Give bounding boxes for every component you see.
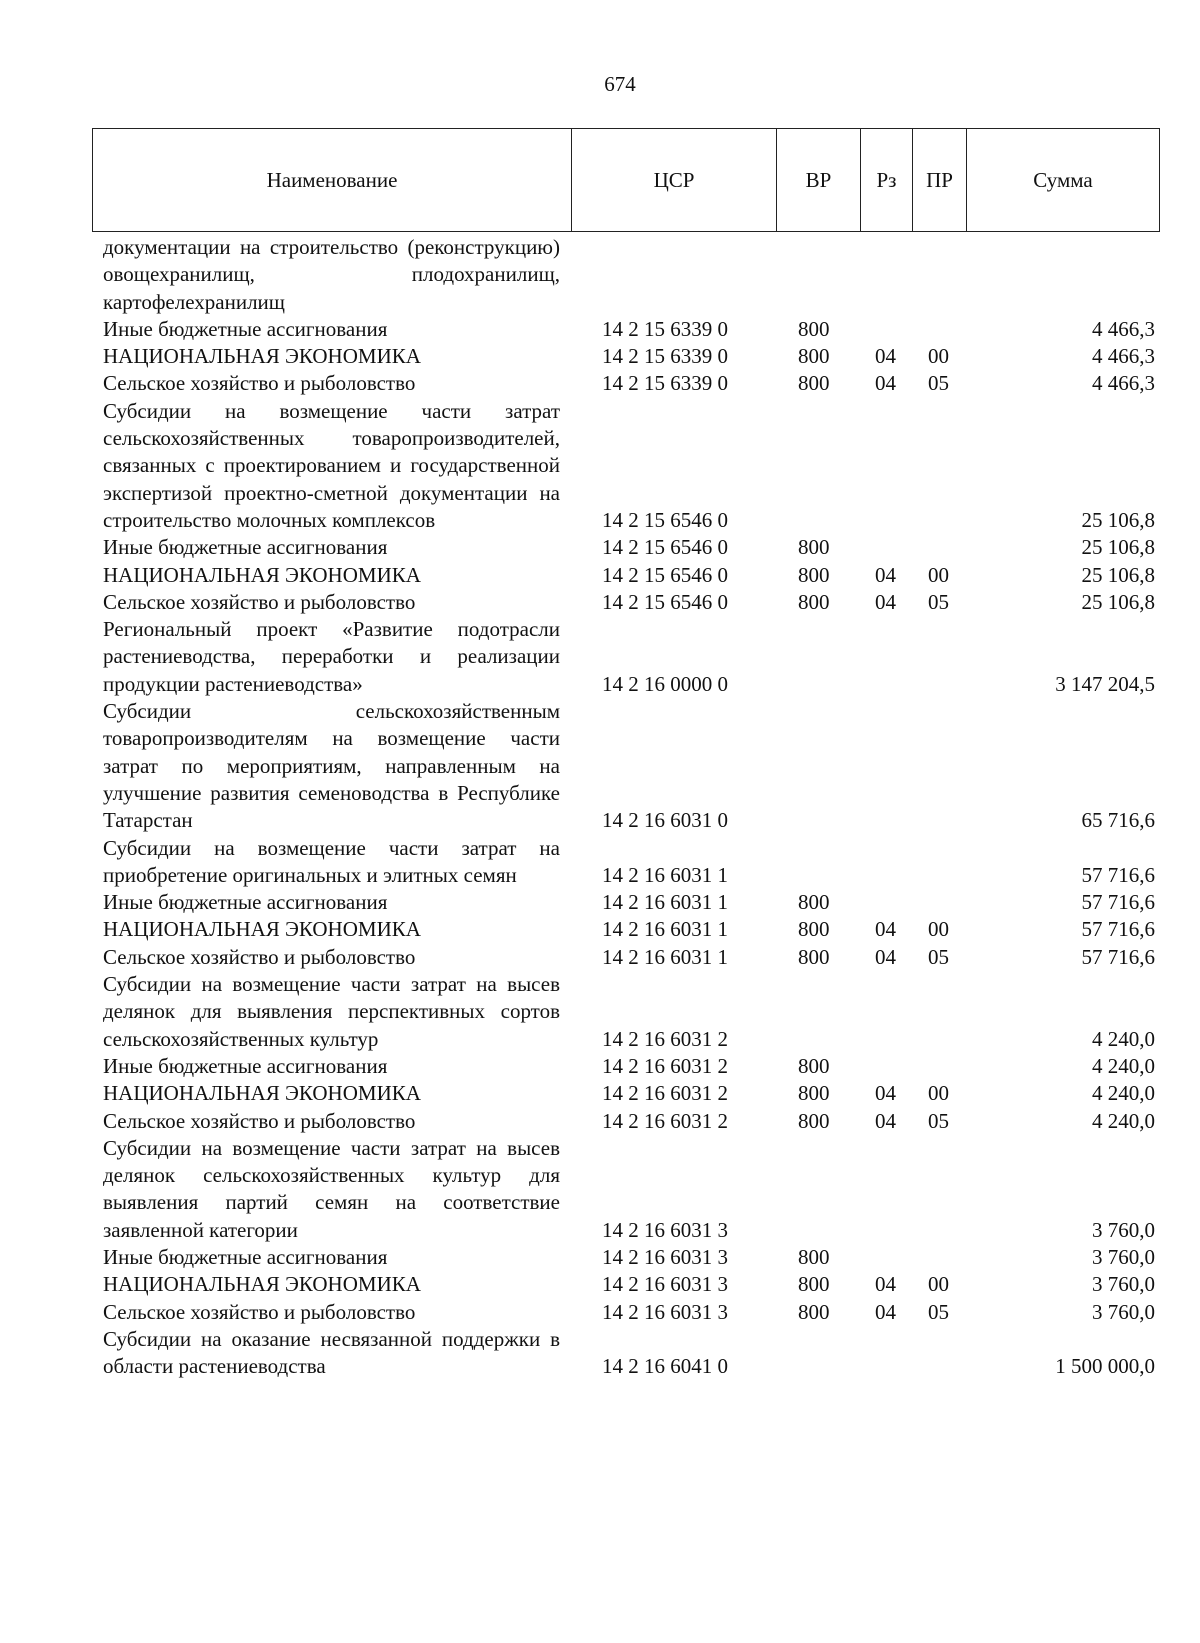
header-sum: Сумма — [1033, 167, 1093, 192]
table-row — [0, 589, 1200, 616]
table-row — [0, 1271, 1200, 1298]
row-csr: 14 2 16 6031 3 — [602, 1272, 728, 1297]
row-rz: 04 — [875, 1081, 896, 1106]
row-csr: 14 2 16 6031 2 — [602, 1026, 728, 1051]
row-rz: 04 — [875, 1108, 896, 1133]
row-sum: 25 106,8 — [1081, 562, 1155, 587]
row-pr: 00 — [928, 917, 949, 942]
row-name: Иные бюджетные ассигнования — [103, 890, 388, 915]
row-pr: 00 — [928, 562, 949, 587]
row-name: Сельское хозяйство и рыболовство — [103, 371, 416, 396]
table-row — [0, 1053, 1200, 1080]
row-name: Иные бюджетные ассигнования — [103, 1244, 388, 1269]
row-csr: 14 2 15 6339 0 — [602, 344, 728, 369]
row-csr: 14 2 16 6041 0 — [602, 1354, 728, 1379]
row-pr: 05 — [928, 1299, 949, 1324]
row-vr: 800 — [798, 890, 830, 915]
row-sum: 4 466,3 — [1092, 344, 1155, 369]
row-rz: 04 — [875, 562, 896, 587]
row-vr: 800 — [798, 1244, 830, 1269]
table-row — [0, 889, 1200, 916]
row-csr: 14 2 16 6031 1 — [602, 944, 728, 969]
row-name: Сельское хозяйство и рыболовство — [103, 1299, 416, 1324]
row-name: Субсидии на возмещение части затрат на приобретение оригинальных и элитных семян — [103, 835, 560, 887]
table-body — [0, 234, 1200, 1380]
table-row — [0, 343, 1200, 370]
row-name: Субсидии на оказание несвязанной поддержки в области растениеводства — [103, 1326, 560, 1379]
table-row — [0, 698, 1200, 834]
table-row — [0, 234, 1200, 316]
row-vr: 800 — [798, 1108, 830, 1133]
header-vr: ВР — [777, 129, 861, 231]
row-csr: 14 2 16 6031 1 — [602, 890, 728, 915]
row-vr: 800 — [798, 1053, 830, 1078]
header-rz: Рз — [861, 129, 913, 231]
row-vr: 800 — [798, 944, 830, 969]
row-csr: 14 2 16 6031 3 — [602, 1217, 728, 1242]
row-sum: 3 760,0 — [1092, 1217, 1155, 1242]
row-csr: 14 2 16 6031 2 — [602, 1108, 728, 1133]
row-sum: 1 500 000,0 — [1055, 1354, 1155, 1379]
row-rz: 04 — [875, 589, 896, 614]
row-sum: 4 466,3 — [1092, 316, 1155, 341]
row-csr: 14 2 15 6546 0 — [602, 589, 728, 614]
row-sum: 4 240,0 — [1092, 1081, 1155, 1106]
table-row — [0, 835, 1200, 890]
row-name: НАЦИОНАЛЬНАЯ ЭКОНОМИКА — [103, 917, 421, 942]
table-row — [0, 316, 1200, 343]
page-number: 674 — [604, 72, 636, 96]
row-sum: 4 466,3 — [1092, 371, 1155, 396]
row-sum: 25 106,8 — [1081, 507, 1155, 532]
row-sum: 57 716,6 — [1081, 890, 1155, 915]
table-header — [92, 128, 1160, 232]
row-sum: 3 147 204,5 — [1055, 671, 1155, 696]
row-name: Иные бюджетные ассигнования — [103, 316, 388, 341]
row-sum: 57 716,6 — [1081, 917, 1155, 942]
row-vr: 800 — [798, 344, 830, 369]
header-pr: ПР — [913, 129, 967, 231]
table-row — [0, 1108, 1200, 1135]
row-csr: 14 2 15 6339 0 — [602, 316, 728, 341]
row-sum: 57 716,6 — [1081, 944, 1155, 969]
row-sum: 3 760,0 — [1092, 1272, 1155, 1297]
row-name: НАЦИОНАЛЬНАЯ ЭКОНОМИКА — [103, 344, 421, 369]
table-row — [0, 916, 1200, 943]
row-name: Иные бюджетные ассигнования — [103, 1053, 388, 1078]
row-pr: 05 — [928, 589, 949, 614]
table-row — [0, 370, 1200, 397]
row-name: Субсидии на возмещение части затрат сельскохозяйственных товаропроизводителей, связанных с проектированием и государственной экспертизой проектно-сметной документации на строительство молочных комплексов — [103, 398, 560, 532]
table-row — [0, 562, 1200, 589]
row-csr: 14 2 15 6546 0 — [602, 562, 728, 587]
row-csr: 14 2 15 6339 0 — [602, 371, 728, 396]
row-csr: 14 2 16 6031 1 — [602, 862, 728, 887]
row-sum: 25 106,8 — [1081, 589, 1155, 614]
row-vr: 800 — [798, 917, 830, 942]
row-sum: 3 760,0 — [1092, 1299, 1155, 1324]
row-rz: 04 — [875, 1299, 896, 1324]
row-pr: 05 — [928, 944, 949, 969]
row-sum: 4 240,0 — [1092, 1026, 1155, 1051]
row-csr: 14 2 16 6031 3 — [602, 1244, 728, 1269]
row-rz: 04 — [875, 344, 896, 369]
table-row — [0, 1244, 1200, 1271]
row-name: Субсидии на возмещение части затрат на высев делянок сельскохозяйственных культур для выявления партий семян на соответствие заявленной категории — [103, 1135, 560, 1242]
table-row — [0, 1080, 1200, 1107]
row-csr: 14 2 15 6546 0 — [602, 507, 728, 532]
row-rz: 04 — [875, 917, 896, 942]
table-row — [0, 398, 1200, 534]
row-pr: 00 — [928, 344, 949, 369]
row-pr: 05 — [928, 1108, 949, 1133]
row-csr: 14 2 16 6031 2 — [602, 1081, 728, 1106]
row-csr: 14 2 16 6031 3 — [602, 1299, 728, 1324]
table-row — [0, 1135, 1200, 1244]
row-vr: 800 — [798, 1081, 830, 1106]
row-sum: 4 240,0 — [1092, 1108, 1155, 1133]
row-sum: 57 716,6 — [1081, 862, 1155, 887]
row-pr: 00 — [928, 1272, 949, 1297]
row-name: Сельское хозяйство и рыболовство — [103, 1108, 416, 1133]
row-csr: 14 2 16 6031 0 — [602, 808, 728, 833]
row-csr: 14 2 16 6031 2 — [602, 1053, 728, 1078]
row-sum: 25 106,8 — [1081, 535, 1155, 560]
row-vr: 800 — [798, 371, 830, 396]
row-name: НАЦИОНАЛЬНАЯ ЭКОНОМИКА — [103, 1081, 421, 1106]
table-row — [0, 616, 1200, 698]
row-vr: 800 — [798, 535, 830, 560]
table-row — [0, 1299, 1200, 1326]
row-rz: 04 — [875, 371, 896, 396]
row-vr: 800 — [798, 316, 830, 341]
row-name: Субсидии сельскохозяйственным товаропроизводителям на возмещение части затрат по мероприятиям, направленным на улучшение развития семеноводства в Республике Татарстан — [103, 699, 560, 833]
row-rz: 04 — [875, 944, 896, 969]
row-name: НАЦИОНАЛЬНАЯ ЭКОНОМИКА — [103, 562, 421, 587]
row-name: Сельское хозяйство и рыболовство — [103, 589, 416, 614]
row-vr: 800 — [798, 562, 830, 587]
table-row — [0, 971, 1200, 1053]
row-pr: 05 — [928, 371, 949, 396]
row-csr: 14 2 16 6031 1 — [602, 917, 728, 942]
row-sum: 3 760,0 — [1092, 1244, 1155, 1269]
row-vr: 800 — [798, 1299, 830, 1324]
row-name: документации на строительство (реконструкцию) овощехранилищ, плодохранилищ, картофелехранилищ — [103, 235, 560, 314]
row-vr: 800 — [798, 589, 830, 614]
table-row — [0, 944, 1200, 971]
row-sum: 65 716,6 — [1081, 808, 1155, 833]
row-name: Сельское хозяйство и рыболовство — [103, 944, 416, 969]
row-name: Иные бюджетные ассигнования — [103, 535, 388, 560]
row-pr: 00 — [928, 1081, 949, 1106]
row-name: Субсидии на возмещение части затрат на высев делянок для выявления перспективных сортов сельскохозяйственных культур — [103, 972, 560, 1051]
row-sum: 4 240,0 — [1092, 1053, 1155, 1078]
row-name: НАЦИОНАЛЬНАЯ ЭКОНОМИКА — [103, 1272, 421, 1297]
header-csr: ЦСР — [572, 129, 777, 231]
table-row — [0, 534, 1200, 561]
table-row — [0, 1326, 1200, 1381]
row-csr: 14 2 16 0000 0 — [602, 671, 728, 696]
row-vr: 800 — [798, 1272, 830, 1297]
row-name: Региональный проект «Развитие подотрасли растениеводства, переработки и реализации продукции растениеводства» — [103, 617, 560, 696]
header-name: Наименование — [93, 129, 572, 231]
row-rz: 04 — [875, 1272, 896, 1297]
row-csr: 14 2 15 6546 0 — [602, 535, 728, 560]
